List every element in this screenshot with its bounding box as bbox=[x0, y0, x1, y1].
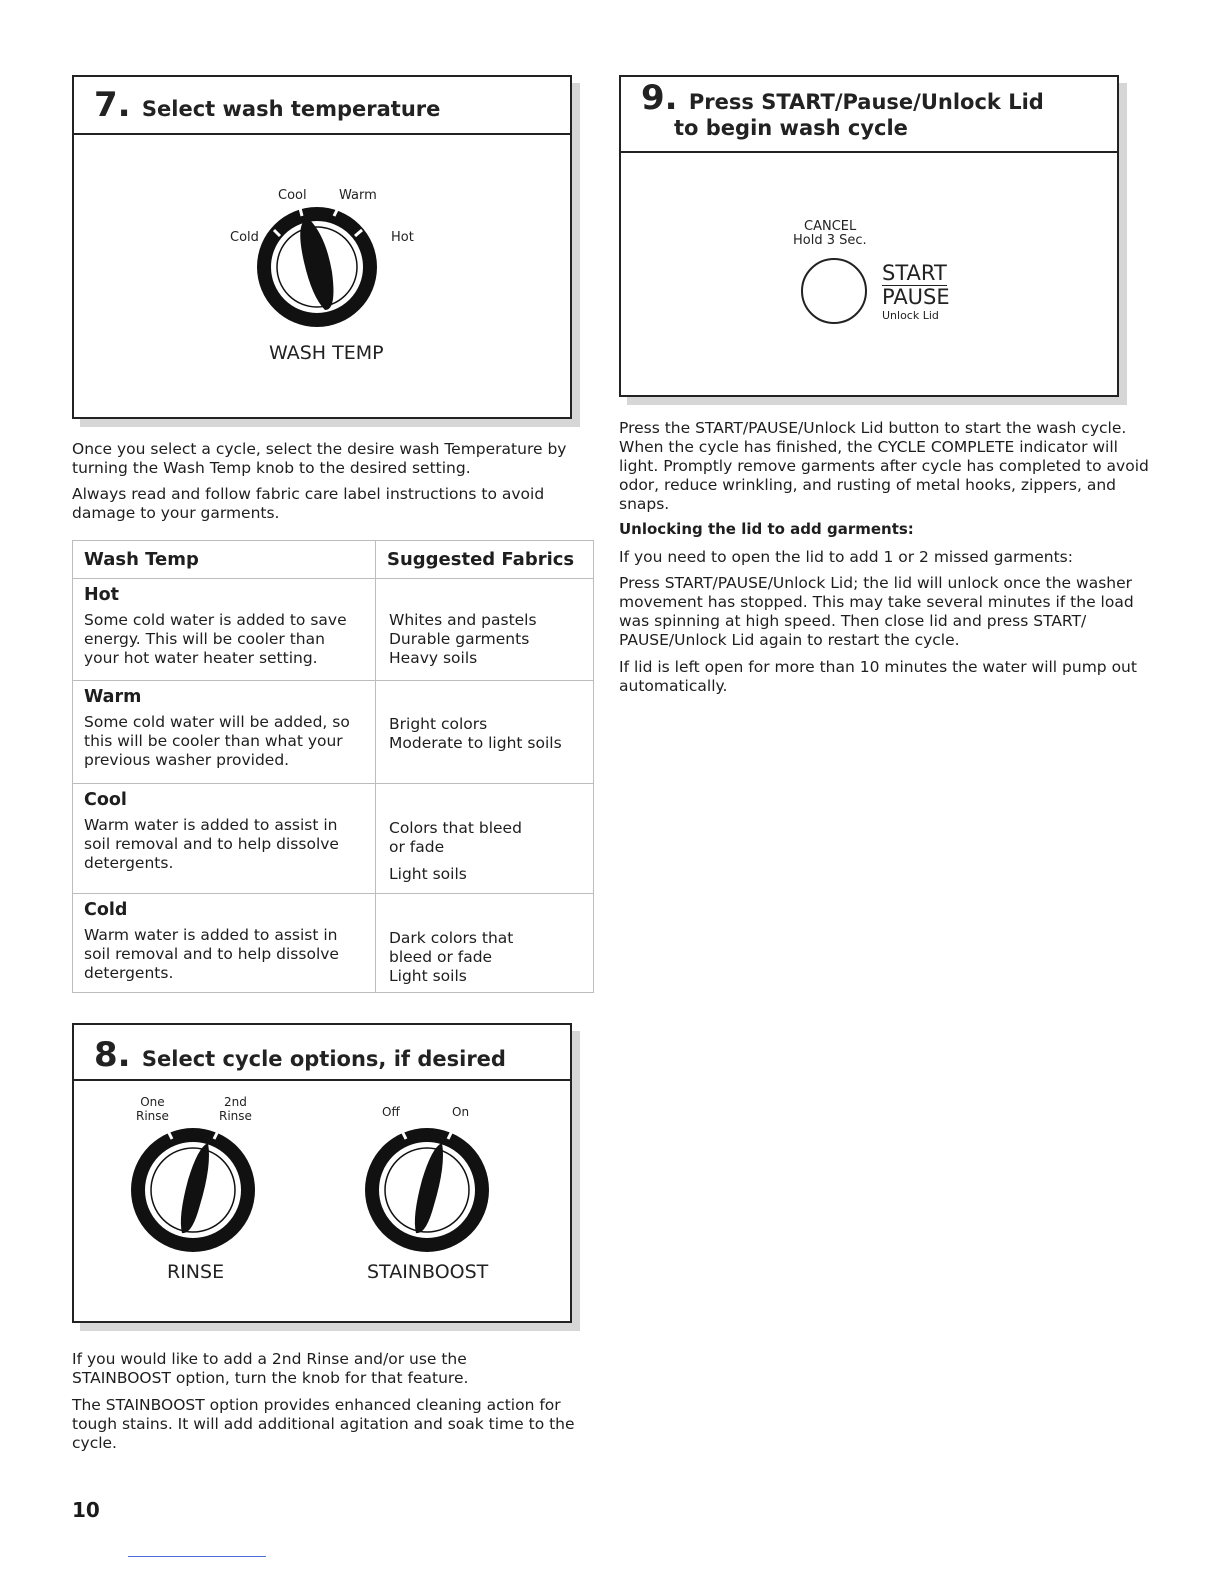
temp-name: Hot bbox=[84, 585, 120, 605]
section-8-title: Select cycle options, if desired bbox=[141, 1047, 506, 1071]
temp-name: Warm bbox=[84, 687, 142, 707]
footer-divider bbox=[128, 1556, 266, 1557]
start-pause-label-stack bbox=[882, 262, 950, 322]
table-cell-fabrics bbox=[376, 681, 594, 784]
temp-name: Cold bbox=[84, 900, 128, 920]
dial-label-warm: Warm bbox=[339, 188, 377, 203]
fabric-item: Bright colors bbox=[389, 715, 488, 733]
hold-label: Hold 3 Sec. bbox=[793, 233, 867, 248]
temp-desc: Warm water is added to assist in soil removal and to help dissolve detergents. bbox=[84, 816, 339, 872]
cancel-label: CANCEL bbox=[804, 219, 857, 234]
start-pause-button[interactable] bbox=[801, 258, 867, 324]
section-7-panel bbox=[72, 75, 572, 419]
stainboost-label-on: On bbox=[452, 1105, 470, 1119]
temp-desc: Some cold water is added to save energy. This will be cooler than your hot water heater setting. bbox=[84, 611, 347, 667]
table-cell-fabrics bbox=[376, 894, 594, 993]
fabric-item: Colors that bleed bbox=[389, 819, 522, 837]
table-row bbox=[73, 894, 594, 993]
section-9-paragraph-1: Press the START/PAUSE/Unlock Lid button to start the wash cycle. When the cycle has finished, the CYCLE COMPLETE indicator will light. Promptly remove garments after cycle has completed to avoid odor, reduce wrinkling, and rusting of metal hooks, zippers, and snaps. bbox=[619, 419, 1149, 513]
dial-label-cold: Cold bbox=[230, 230, 259, 245]
rinse-knob[interactable] bbox=[128, 1125, 258, 1255]
table-header-wash-temp: Wash Temp bbox=[73, 541, 376, 579]
stainboost-title: STAINBOOST bbox=[367, 1261, 489, 1283]
temp-desc: Some cold water will be added, so this will be cooler than what your previous washer provided. bbox=[84, 713, 350, 769]
fabric-item: or fade bbox=[389, 838, 445, 856]
table-header-suggested-fabrics: Suggested Fabrics bbox=[376, 541, 594, 579]
fabric-item: Durable garments bbox=[389, 630, 530, 648]
rinse-one-sub: Rinse bbox=[136, 1109, 169, 1123]
table-cell-fabrics bbox=[376, 579, 594, 681]
temp-desc: Warm water is added to assist in soil removal and to help dissolve detergents. bbox=[84, 926, 339, 982]
section-8-header bbox=[74, 1025, 570, 1081]
unlock-lid-label: Unlock Lid bbox=[882, 309, 939, 322]
section-7-header bbox=[74, 77, 570, 135]
rinse-label-second bbox=[219, 1095, 252, 1123]
fabric-item: Whites and pastels bbox=[389, 611, 537, 629]
section-8-paragraph-1: If you would like to add a 2nd Rinse and/or use the STAINBOOST option, turn the knob for that feature. bbox=[72, 1350, 469, 1387]
temp-name: Cool bbox=[84, 790, 127, 810]
section-9-header bbox=[621, 77, 1117, 153]
start-label: START bbox=[882, 261, 947, 285]
section-9-title-line-1: Press START/Pause/Unlock Lid bbox=[688, 90, 1044, 114]
section-8-panel bbox=[72, 1023, 572, 1323]
fabric-item: Moderate to light soils bbox=[389, 734, 562, 752]
fabric-item: Dark colors that bbox=[389, 929, 514, 947]
section-7-paragraph-2: Always read and follow fabric care label instructions to avoid damage to your garments. bbox=[72, 485, 545, 522]
rinse-one-text: One bbox=[140, 1095, 165, 1109]
table-cell-temp bbox=[73, 579, 376, 681]
table-row bbox=[73, 681, 594, 784]
section-9-number: 9. bbox=[641, 78, 678, 118]
table-header-row bbox=[73, 541, 594, 579]
wash-temp-label: WASH TEMP bbox=[269, 342, 384, 364]
page-number: 10 bbox=[72, 1498, 100, 1522]
table-cell-temp bbox=[73, 681, 376, 784]
section-7-number: 7. bbox=[94, 85, 131, 125]
section-9-paragraph-2: If you need to open the lid to add 1 or 2 missed garments: bbox=[619, 548, 1073, 566]
wash-temp-knob[interactable] bbox=[252, 202, 382, 332]
dial-label-cool: Cool bbox=[278, 188, 307, 203]
section-7-paragraph-1: Once you select a cycle, select the desire wash Temperature by turning the Wash Temp knob to the desired setting. bbox=[72, 440, 567, 477]
unlocking-subhead: Unlocking the lid to add garments: bbox=[619, 520, 914, 538]
fabric-item: Heavy soils bbox=[389, 649, 478, 667]
dial-label-hot: Hot bbox=[391, 230, 414, 245]
section-9-panel bbox=[619, 75, 1119, 397]
fabric-item: Light soils bbox=[389, 967, 467, 985]
table-row bbox=[73, 579, 594, 681]
section-9-paragraph-3: Press START/PAUSE/Unlock Lid; the lid will unlock once the washer movement has stopped. This may take several minutes if the load was spinning at high speed. Then close lid and press START/ PAUSE/Unlock Lid again to restart the cycle. bbox=[619, 574, 1134, 649]
wash-temp-table bbox=[72, 540, 594, 993]
table-cell-temp bbox=[73, 784, 376, 894]
rinse-second-sub: Rinse bbox=[219, 1109, 252, 1123]
section-7-title: Select wash temperature bbox=[141, 97, 441, 121]
rinse-second-text: 2nd bbox=[224, 1095, 247, 1109]
section-9-paragraph-4: If lid is left open for more than 10 minutes the water will pump out automatically. bbox=[619, 658, 1137, 695]
section-9-title-line-2: to begin wash cycle bbox=[674, 116, 908, 140]
rinse-title: RINSE bbox=[167, 1261, 225, 1283]
section-8-paragraph-2: The STAINBOOST option provides enhanced cleaning action for tough stains. It will add additional agitation and soak time to the cycle. bbox=[72, 1396, 575, 1452]
stainboost-label-off: Off bbox=[382, 1105, 400, 1119]
stainboost-knob[interactable] bbox=[362, 1125, 492, 1255]
table-cell-fabrics bbox=[376, 784, 594, 894]
table-row bbox=[73, 784, 594, 894]
table-cell-temp bbox=[73, 894, 376, 993]
fabric-item: Light soils bbox=[389, 865, 467, 883]
rinse-label-one bbox=[136, 1095, 169, 1123]
fabric-item: bleed or fade bbox=[389, 948, 493, 966]
section-8-number: 8. bbox=[94, 1035, 131, 1075]
pause-label: PAUSE bbox=[882, 285, 950, 309]
